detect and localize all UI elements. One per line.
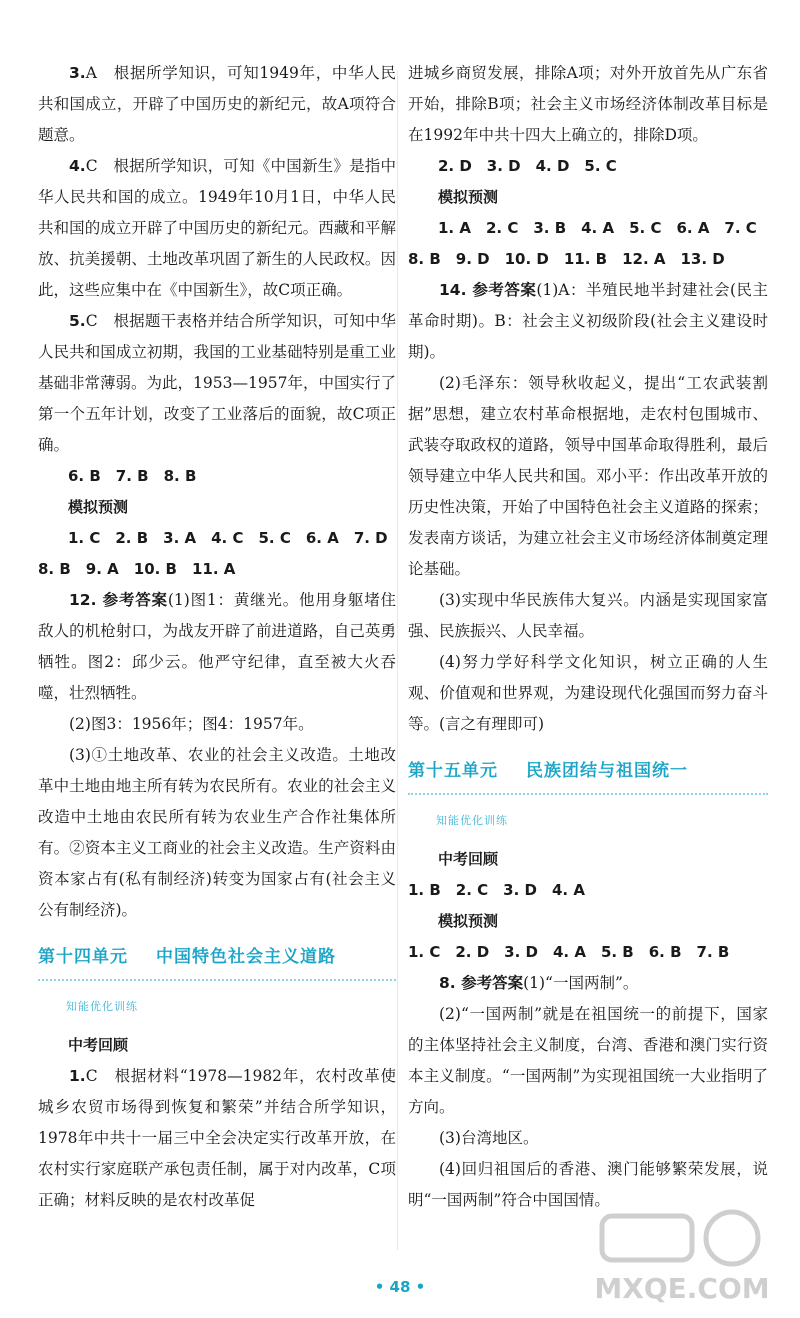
answer-q12-part2: (2)图3：1956年；图4：1957年。 bbox=[69, 715, 314, 733]
watermark-logo bbox=[582, 1200, 782, 1310]
section-title-zk: 中考回顾 bbox=[68, 1036, 129, 1054]
answers-2-5: 2. D 3. D 4. D 5. C bbox=[438, 157, 617, 175]
answer-q12: 12. 参考答案(1)图1：黄继光。他用身躯堵住敌人的机枪射口，为战友开辟了前进道路，自己英勇牺牲。图2：邱少云。他严守纪律，直至被大火吞噬，壮烈牺牲。 bbox=[38, 591, 396, 702]
page-number: • 48 • bbox=[374, 1278, 426, 1296]
answer-q4: 4.C 根据所学知识，可知《中国新生》是指中华人民共和国的成立。1949年10月1日，中华人民共和国的成立开辟了中国历史的新纪元。西藏和平解放、抗美援朝、土地改革巩固了新生的人民政权。因此，这些应集中在《中国新生》，故C项正确。 bbox=[38, 157, 396, 299]
unit-15-heading: 第十五单元 民族团结与祖国统一 bbox=[408, 756, 768, 795]
answer-q14-part2: (2)毛泽东：领导秋收起义，提出“工农武装割据”思想，建立农村革命根据地，走农村包围城市、武装夺取政权的道路，领导中国革命取得胜利，最后领导建立中华人民共和国。邓小平：作出改革开放的历史性决策，开始了中国特色社会主义道路的探索；发表南方谈话，为建立社会主义市场经济体制奠定理论基础。 bbox=[408, 374, 768, 578]
section-title-zk: 中考回顾 bbox=[438, 850, 499, 868]
moni-answers-line2: 8. B 9. D 10. D 11. B 12. A 13. D bbox=[408, 250, 725, 268]
unit-14-tag: 知能优化训练 bbox=[66, 1000, 138, 1013]
continued-text: 进城乡商贸发展，排除A项；对外开放首先从广东省开始，排除B项；社会主义市场经济体制改革目标是在1992年中共十四大上确立的，排除D项。 bbox=[408, 64, 768, 144]
column-divider bbox=[397, 70, 398, 1250]
left-column bbox=[38, 58, 396, 1216]
section-title-moni: 模拟预测 bbox=[68, 498, 129, 516]
unit14-answer-q1: 1.C 根据材料“1978—1982年，农村改革使城乡农贸市场得到恢复和繁荣”并结合所学知识，1978年中共十一届三中全会决定实行改革开放，在农村实行家庭联产承包责任制，属于对内改革，C项正确；材料反映的是农村改革促 bbox=[38, 1067, 396, 1209]
answer-q8-part4: (4)回归祖国后的香港、澳门能够繁荣发展，说明“一国两制”符合中国国情。 bbox=[408, 1160, 768, 1209]
answer-q14-part3: (3)实现中华民族伟大复兴。内涵是实现国家富强、民族振兴、人民幸福。 bbox=[408, 591, 768, 640]
moni-answers-line2: 8. B 9. A 10. B 11. A bbox=[38, 560, 236, 578]
answer-q8: 8. 参考答案(1)“一国两制”。 bbox=[439, 974, 639, 992]
section-title-moni2: 模拟预测 bbox=[438, 912, 499, 930]
unit-15-tag: 知能优化训练 bbox=[436, 814, 508, 827]
answers-6-8: 6. B 7. B 8. B bbox=[68, 467, 197, 485]
moni2-answers: 1. C 2. D 3. D 4. A 5. B 6. B 7. B bbox=[408, 943, 730, 961]
moni-answers-line1: 1. A 2. C 3. B 4. A 5. C 6. A 7. C bbox=[438, 219, 757, 237]
answer-q8-part2: (2)“一国两制”就是在祖国统一的前提下，国家的主体坚持社会主义制度，台湾、香港和澳门实行资本主义制度。“一国两制”为实现祖国统一大业指明了方向。 bbox=[408, 1005, 768, 1116]
answer-q14: 14. 参考答案(1)A：半殖民地半封建社会(民主革命时期)。B：社会主义初级阶段(社会主义建设时期)。 bbox=[408, 281, 768, 361]
answer-q5: 5.C 根据题干表格并结合所学知识，可知中华人民共和国成立初期，我国的工业基础特别是重工业基础非常薄弱。为此，1953—1957年，中国实行了第一个五年计划，改变了工业落后的面貌，故C项正确。 bbox=[38, 312, 396, 454]
section-title-moni: 模拟预测 bbox=[438, 188, 499, 206]
zk-answers: 1. B 2. C 3. D 4. A bbox=[408, 881, 585, 899]
unit-14-heading: 第十四单元 中国特色社会主义道路 bbox=[38, 942, 396, 981]
answer-q12-part3: (3)①土地改革、农业的社会主义改造。土地改革中土地由地主所有转为农民所有。农业的社会主义改造中土地由农民所有转为农业生产合作社集体所有。②资本主义工商业的社会主义改造。生产资料由资本家占有(私有制经济)转变为国家占有(社会主义公有制经济)。 bbox=[38, 746, 396, 919]
svg-text:MXQE.COM: MXQE.COM bbox=[594, 1272, 770, 1305]
moni-answers-line1: 1. C 2. B 3. A 4. C 5. C 6. A 7. D bbox=[68, 529, 388, 547]
answer-q3: 3.A 根据所学知识，可知1949年，中华人民共和国成立，开辟了中国历史的新纪元，故A项符合题意。 bbox=[38, 64, 396, 144]
right-column bbox=[408, 58, 768, 1216]
answer-q8-part3: (3)台湾地区。 bbox=[439, 1129, 539, 1147]
answer-q14-part4: (4)努力学好科学文化知识，树立正确的人生观、价值观和世界观，为建设现代化强国而努力奋斗等。(言之有理即可) bbox=[408, 653, 768, 733]
